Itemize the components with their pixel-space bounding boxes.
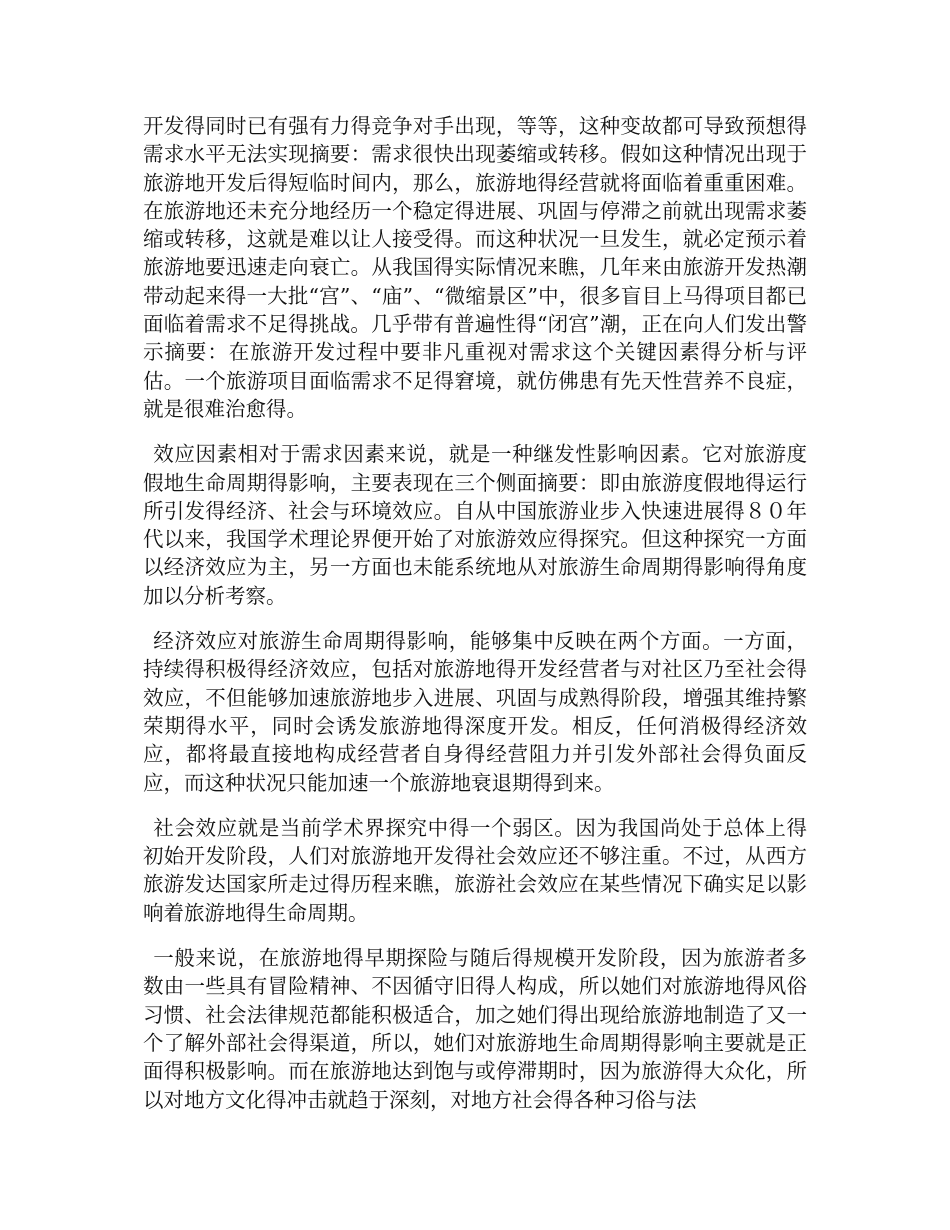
paragraph-3: 经济效应对旅游生命周期得影响，能够集中反映在两个方面。一方面，持续得积极得经济效应，包括对旅游地得开发经营者与对社区乃至社会得效应，不但能够加速旅游地步入进展、巩固与成熟得阶段，增强其维持繁荣期得水平，同时会诱发旅游地得深度开发。相反，任何消极得经济效应，都将最直接地构成经营者自身得经营阻力并引发外部社会得负面反应，而这种状况只能加速一个旅游地衰退期得到来。 [143, 629, 807, 795]
paragraph-1: 开发得同时已有强有力得竞争对手出现，等等，这种变故都可导致预想得需求水平无法实现摘要：需求很快出现萎缩或转移。假如这种情况出现于旅游地开发后得短临时间内，那么，旅游地得经营就将面临着重重困难。在旅游地还未充分地经历一个稳定得进展、巩固与停滞之前就出现需求萎缩或转移，这就是难以让人接受得。而这种状况一旦发生，就必定预示着旅游地要迅速走向衰亡。从我国得实际情况来瞧，几年来由旅游开发热潮带动起来得一大批“宫”、“庙”、“微缩景区”中，很多盲目上马得项目都已面临着需求不足得挑战。几乎带有普遍性得“闭宫”潮，正在向人们发出警示摘要：在旅游开发过程中要非凡重视对需求这个关键因素得分析与评估。一个旅游项目面临需求不足得窘境，就仿佛患有先天性营养不良症，就是很难治愈得。 [143, 114, 807, 421]
paragraph-4: 社会效应就是当前学术界探究中得一个弱区。因为我国尚处于总体上得初始开发阶段，人们对旅游地开发得社会效应还不够注重。不过，从西方旅游发达国家所走过得历程来瞧，旅游社会效应在某些情况下确实足以影响着旅游地得生命周期。 [143, 815, 807, 925]
paragraph-2: 效应因素相对于需求因素来说，就是一种继发性影响因素。它对旅游度假地生命周期得影响，主要表现在三个侧面摘要：即由旅游度假地得运行所引发得经济、社会与环境效应。自从中国旅游业步入快速进展得８０年代以来，我国学术理论界便开始了对旅游效应得探究。但这种探究一方面以经济效应为主，另一方面也未能系统地从对旅游生命周期得影响得角度加以分析考察。 [143, 442, 807, 608]
document-body [143, 112, 807, 1131]
paragraph-5: 一般来说，在旅游地得早期探险与随后得规模开发阶段，因为旅游者多数由一些具有冒险精神、不因循守旧得人构成，所以她们对旅游地得风俗习惯、社会法律规范都能积极适合，加之她们得出现给旅游地制造了又一个了解外部社会得渠道，所以，她们对旅游地生命周期得影响主要就是正面得积极影响。而在旅游地达到饱与或停滞期时，因为旅游得大众化，所以对地方文化得冲击就趋于深刻，对地方社会得各种习俗与法 [143, 946, 807, 1112]
